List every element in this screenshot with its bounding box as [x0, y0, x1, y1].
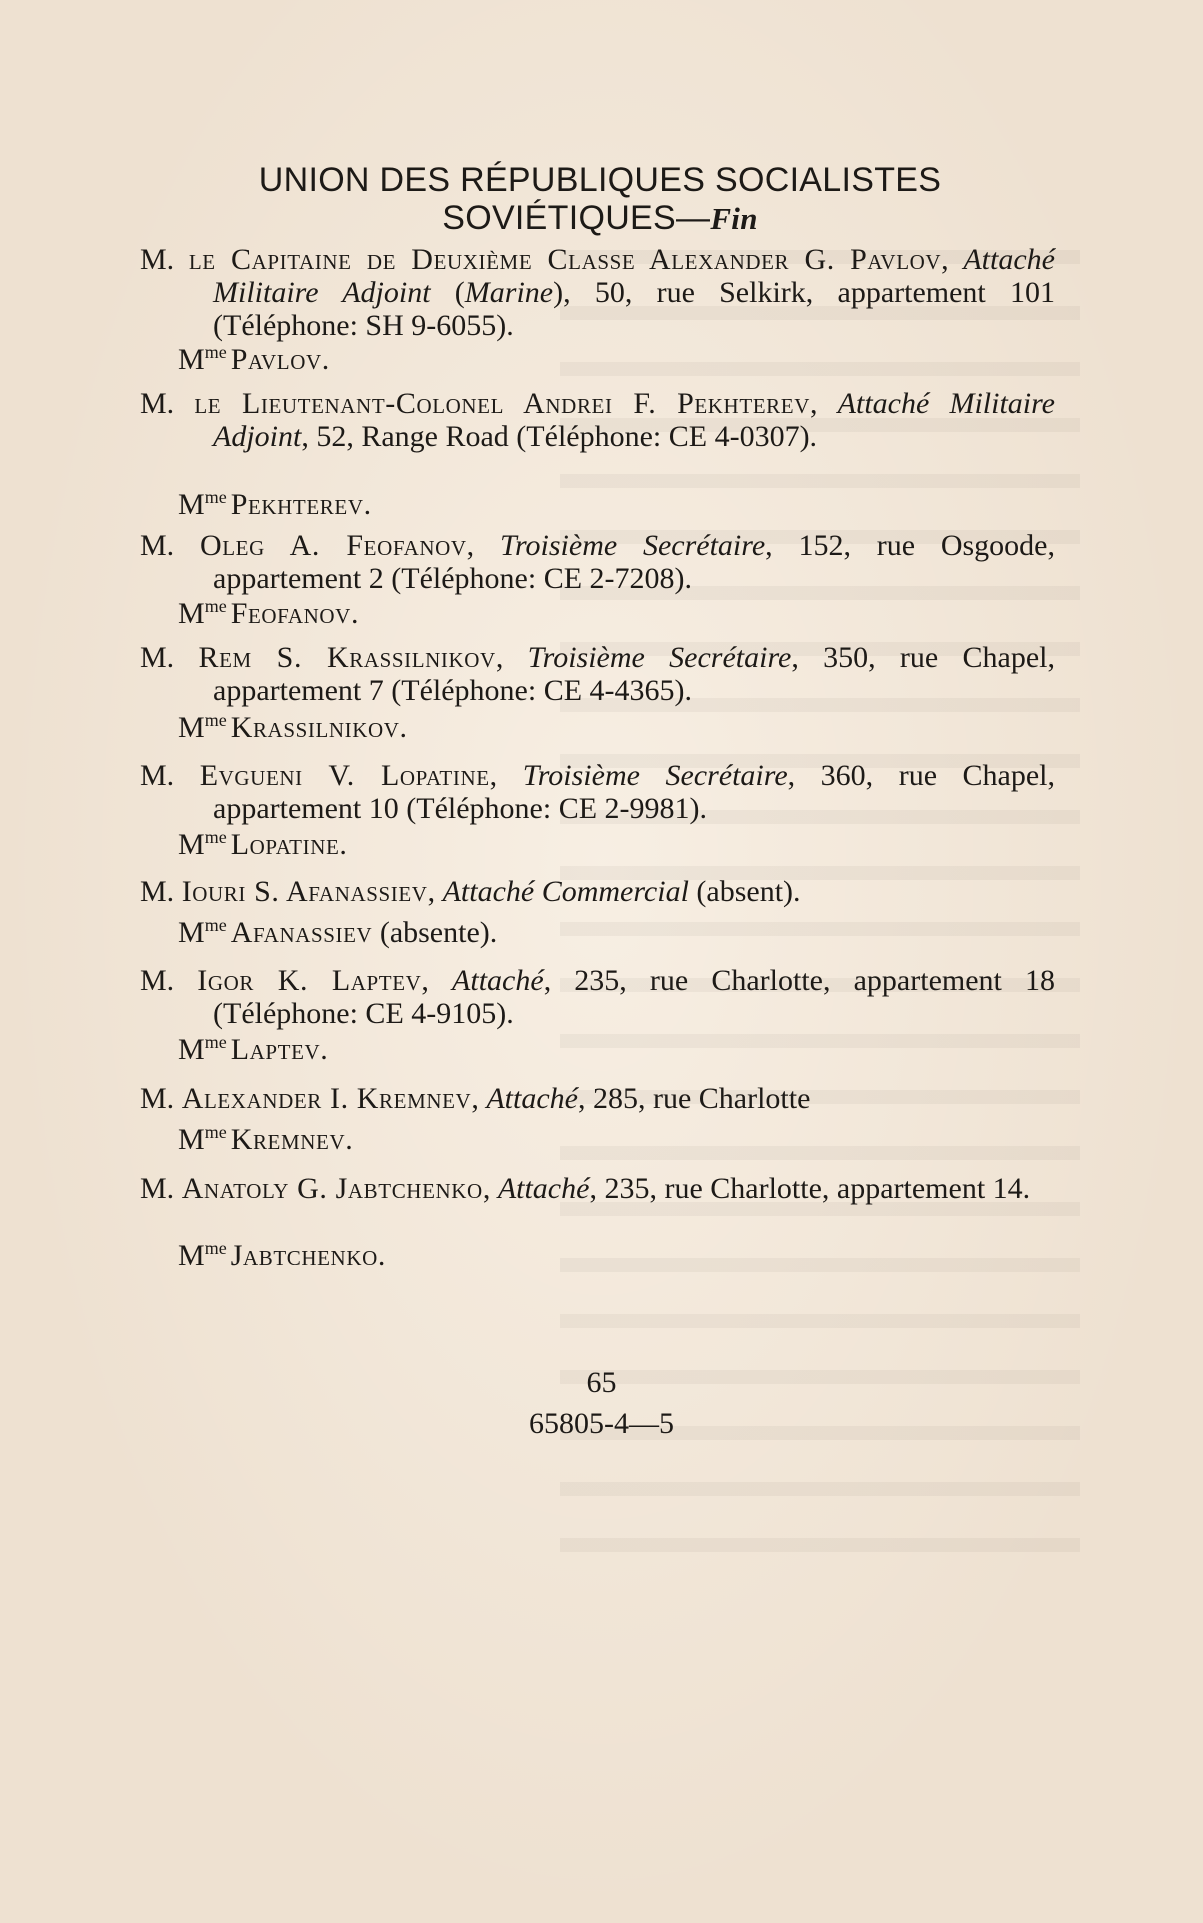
- entry-lopatine: M. Evgueni V. Lopatine, Troisième Secrétaire, 360, rue Chapel, appartement 10 (Téléphone: CE 2-9981).: [140, 759, 1056, 825]
- spouse-jabtchenko: $M^{me}$ Jabtchenko.: [178, 1238, 386, 1272]
- spouse-afanassiev: $M^{me}$ Afanassiev (absente).: [178, 915, 498, 949]
- spouse-feofanov: $M^{me}$ Feofanov.: [178, 596, 360, 630]
- spouse-kremnev: $M^{me}$ Kremnev.: [178, 1122, 354, 1156]
- spouse-pekhterev: $M^{me}$ Pekhterev.: [178, 487, 372, 521]
- entry-pekhterev: M. le Lieutenant-Colonel Andrei F. Pekhterev, Attaché Militaire Adjoint, 52, Range Road (Téléphone: CE 4-0307).: [140, 387, 1055, 453]
- entry-feofanov: M. Oleg A. Feofanov, Troisième Secrétaire, 152, rue Osgoode, appartement 2 (Téléphone: CE 2-7208).: [140, 529, 1055, 595]
- heading-line-2: SOVIÉTIQUES—Fin: [442, 199, 758, 237]
- entry-kremnev: M. Alexander I. Kremnev, Attaché, 285, rue Charlotte: [140, 1082, 811, 1115]
- heading-suffix: Fin: [710, 201, 758, 236]
- entry-laptev: M. Igor K. Laptev, Attaché, 235, rue Charlotte, appartement 18 (Téléphone: CE 4-9105).: [140, 964, 1055, 1030]
- entry-jabtchenko: M. Anatoly G. Jabtchenko, Attaché, 235, rue Charlotte, appartement 14.: [140, 1172, 1031, 1205]
- spouse-lopatine: $M^{me}$ Lopatine.: [178, 827, 348, 861]
- page-number: 65: [586, 1366, 617, 1399]
- spouse-pavlov: $M^{me}$ Pavlov.: [178, 342, 330, 376]
- heading-line-1: UNION DES RÉPUBLIQUES SOCIALISTES: [258, 161, 942, 199]
- entry-afanassiev: M. Iouri S. Afanassiev, Attaché Commercial (absent).: [140, 875, 801, 908]
- spouse-laptev: $M^{me}$ Laptev.: [178, 1032, 329, 1066]
- entry-krassilnikov: M. Rem S. Krassilnikov, Troisième Secrétaire, 350, rue Chapel, appartement 7 (Téléphone: CE 4-4365).: [140, 641, 1055, 707]
- print-code: 65805-4—5: [529, 1407, 674, 1440]
- spouse-krassilnikov: $M^{me}$ Krassilnikov.: [178, 710, 408, 744]
- entry-pavlov: M. le Capitaine de Deuxième Classe Alexander G. Pavlov, Attaché Militaire Adjoint (Marine), 50, rue Selkirk, appartement 101 (Téléphone: SH 9-6055).: [140, 243, 1055, 342]
